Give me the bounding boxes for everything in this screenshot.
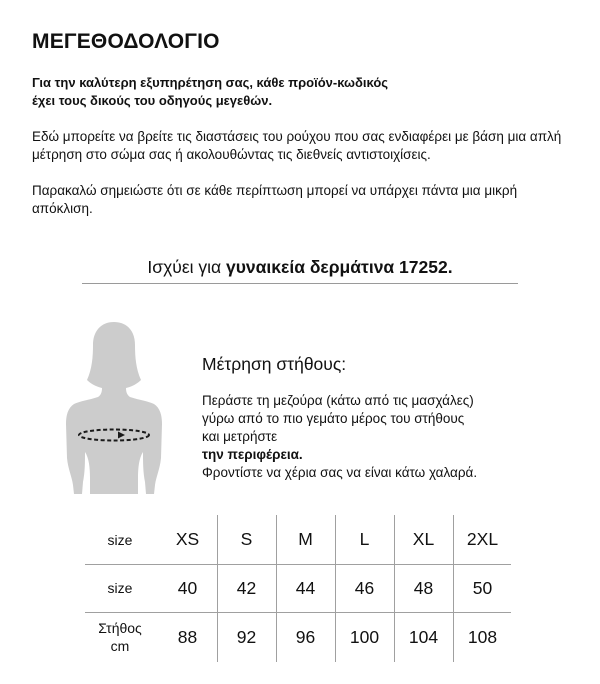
table-cell: 88: [177, 626, 198, 647]
table-row-chest-cm: [85, 612, 511, 662]
chest-measurement-instructions: [202, 392, 582, 482]
table-row-numeric-size: [85, 564, 511, 612]
heading-divider: [82, 283, 518, 284]
row-header: size: [107, 531, 133, 548]
table-cell: L: [359, 529, 370, 549]
instruction-line: γύρω από το πιο γεμάτο μέρος του στήθους: [202, 411, 465, 426]
table-cell: 50: [472, 577, 493, 598]
intro-paragraph-deviation: Παρακαλώ σημειώστε ότι σε κάθε περίπτωση μπορεί να υπάρχει πάντα μια μικρή απόκλιση.: [32, 183, 518, 216]
applies-prefix: Ισχύει για: [147, 257, 226, 277]
table-cell: 2XL: [466, 529, 499, 549]
table-cell: 108: [467, 626, 498, 647]
size-table: [85, 515, 511, 662]
table-cell: 46: [354, 577, 375, 598]
table-cell: 48: [413, 577, 434, 598]
table-cell: XS: [175, 529, 200, 549]
table-cell: 104: [408, 626, 439, 647]
applies-to-heading: [0, 255, 600, 279]
instruction-line: Περάστε τη μεζούρα (κάτω από τις μασχάλες): [202, 393, 474, 408]
table-cell: 96: [295, 626, 316, 647]
intro-bold-line: έχει τους δικούς του οδηγούς μεγεθών.: [32, 93, 273, 108]
table-cell: 40: [177, 577, 198, 598]
table-cell: 44: [295, 577, 316, 598]
row-header: [85, 612, 155, 662]
table-cell: 42: [236, 577, 257, 598]
intro-bold-text: [32, 74, 572, 110]
instruction-line: [202, 428, 582, 464]
female-torso-silhouette-icon: [58, 318, 170, 494]
table-row-international-size: [85, 515, 511, 564]
row-header-line: cm: [110, 638, 130, 654]
intro-paragraph-dimensions: Εδώ μπορείτε να βρείτε τις διαστάσεις του ρούχου που σας ενδιαφέρει με βάση μια απλή μέτρηση στο σώμα σας ή ακολουθώντας τις διεθνείς αντιστοιχίσεις.: [32, 129, 562, 162]
intro-bold-line: Για την καλύτερη εξυπηρέτηση σας, κάθε προϊόν-κωδικός: [32, 75, 389, 90]
table-cell: S: [240, 529, 253, 549]
table-cell: 92: [236, 626, 257, 647]
row-header-line: Στήθος: [98, 620, 142, 636]
table-cell: 100: [349, 626, 380, 647]
table-cell: XL: [412, 529, 435, 549]
page-title: ΜΕΓΕΘΟΔΟΛΟΓΙΟ: [32, 30, 220, 53]
chest-measurement-title: Μέτρηση στήθους:: [202, 354, 347, 374]
instruction-line: Φροντίστε να χέρια σας να είναι κάτω χαλαρά.: [202, 465, 478, 480]
row-header: size: [107, 580, 133, 596]
silhouette-shape: [66, 322, 162, 494]
table-cell: M: [298, 529, 313, 549]
instruction-emphasis: την περιφέρεια.: [202, 447, 303, 462]
applies-product: γυναικεία δερμάτινα 17252.: [226, 257, 453, 277]
instruction-text: και μετρήστε: [202, 429, 278, 444]
